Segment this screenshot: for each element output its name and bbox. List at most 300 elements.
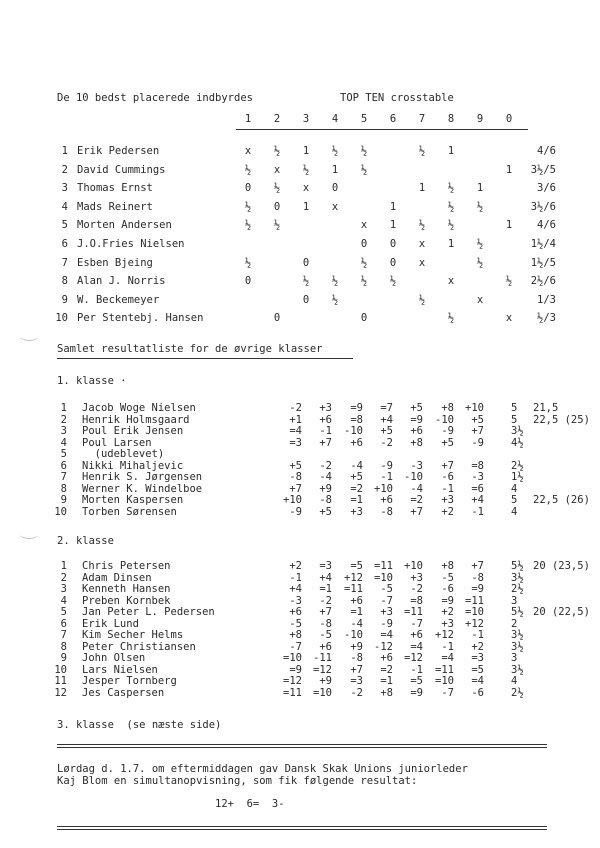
result-round: -4 xyxy=(410,482,423,495)
crosstable-row-number: 4 xyxy=(61,200,68,213)
crosstable-cell: ½ xyxy=(360,256,368,269)
result-round: =11 xyxy=(344,583,363,595)
result-round: =10 xyxy=(435,675,454,687)
crosstable-row-number: 5 xyxy=(61,219,68,232)
crosstable-cell: ½ xyxy=(244,200,252,213)
crosstable-row-number: 1 xyxy=(61,145,68,157)
result-points: 3½ xyxy=(511,663,524,676)
result-round: =5 xyxy=(471,663,484,676)
result-round: -8 xyxy=(289,471,302,483)
result-player-name: Kim Secher Helms xyxy=(82,629,184,641)
section-title: Samlet resultatliste for de øvrige klasser xyxy=(57,343,323,355)
result-round: =8 xyxy=(350,413,363,426)
crosstable-cell: 0 xyxy=(331,182,339,195)
result-row-number: 5 xyxy=(60,448,67,460)
result-round: =3 xyxy=(350,675,363,687)
result-round: =10 xyxy=(283,652,302,664)
result-total: 20 (22,5) xyxy=(533,606,590,618)
crosstable-cell: ½ xyxy=(418,293,426,306)
result-player-name: Henrik S. Jørgensen xyxy=(82,471,203,483)
result-player-name: Lars Nielsen xyxy=(82,663,158,676)
result-points: 2½ xyxy=(511,583,524,595)
result-round: +5 xyxy=(289,459,302,472)
result-round: +8 xyxy=(289,629,302,641)
crosstable-player-name: Esben Bjeing xyxy=(77,256,153,269)
result-round: -8 xyxy=(471,571,484,584)
result-round: =10 xyxy=(465,606,484,618)
result-round: +5 xyxy=(410,402,423,414)
result-round: +8 xyxy=(380,686,393,699)
result-points: 4½ xyxy=(511,436,524,449)
result-round: =10 xyxy=(313,686,332,699)
crosstable-score: 3½/6 xyxy=(530,200,556,213)
result-row-number: 4 xyxy=(60,594,67,607)
result-points: 3 xyxy=(511,594,518,607)
result-round: +1 xyxy=(289,413,302,426)
result-round: =2 xyxy=(350,482,363,495)
crosstable-player-name: Alan J. Norris xyxy=(77,275,166,288)
result-points: 5½ xyxy=(511,560,524,572)
result-round: -5 xyxy=(319,629,332,641)
result-round: +5 xyxy=(350,471,363,483)
result-round: +9 xyxy=(350,640,363,653)
crosstable-col-header: 9 xyxy=(476,113,484,125)
result-points: 3 xyxy=(511,652,518,664)
result-row-number: 4 xyxy=(60,436,67,449)
result-row-number: 8 xyxy=(60,640,67,653)
result-points: 2 xyxy=(511,617,518,630)
divider-bottom-2 xyxy=(57,829,547,830)
crosstable-cell: ½ xyxy=(476,238,484,250)
crosstable-col-header: 4 xyxy=(331,113,339,125)
crosstable-cell: 0 xyxy=(360,238,368,250)
crosstable-score: 1/3 xyxy=(537,293,556,306)
crosstable-cell: ½ xyxy=(244,256,252,269)
crosstable-player-name: David Cummings xyxy=(77,163,166,176)
result-round: =11 xyxy=(283,686,302,699)
result-round: -2 xyxy=(380,436,393,449)
crosstable-cell: x xyxy=(273,163,281,176)
result-round: +6 xyxy=(410,425,423,437)
crosstable-cell: ½ xyxy=(331,145,339,157)
result-round: =7 xyxy=(380,402,393,414)
result-row-number: 7 xyxy=(60,471,67,483)
result-round: +10 xyxy=(283,494,302,506)
result-player-name: John Olsen xyxy=(82,652,146,664)
crosstable-cell: ½ xyxy=(447,200,455,213)
result-round: +7 xyxy=(471,425,484,437)
result-round: -6 xyxy=(441,471,454,483)
crosstable-cell: 0 xyxy=(244,182,252,195)
result-round: -6 xyxy=(441,583,454,595)
result-round: -7 xyxy=(410,617,423,630)
result-round: +4 xyxy=(319,571,332,584)
result-round: -3 xyxy=(471,471,484,483)
result-round: -1 xyxy=(441,640,454,653)
crosstable-cell: 1 xyxy=(331,163,339,176)
header-left: De 10 bedst placerede indbyrdes xyxy=(57,92,253,104)
result-round: +4 xyxy=(380,413,393,426)
crosstable-cell: 1 xyxy=(447,145,455,157)
result-round: =4 xyxy=(380,629,393,641)
crosstable-col-header: 3 xyxy=(302,113,310,125)
crosstable-cell: 1 xyxy=(418,182,426,195)
footer-result: 12+ 6= 3- xyxy=(215,798,285,810)
result-round: -9 xyxy=(471,436,484,449)
crosstable-cell: ½ xyxy=(447,219,455,232)
result-round: +3 xyxy=(441,494,454,506)
crosstable-cell: ½ xyxy=(331,275,339,288)
result-round: =3 xyxy=(289,436,302,449)
crosstable-cell: ½ xyxy=(418,145,426,157)
crosstable-cell: ½ xyxy=(331,293,339,306)
result-row-number: 5 xyxy=(60,606,67,618)
result-points: 4 xyxy=(511,505,518,518)
crosstable-cell: ½ xyxy=(273,145,281,157)
result-round: -2 xyxy=(289,402,302,414)
result-round: -9 xyxy=(380,459,393,472)
result-round: -7 xyxy=(380,594,393,607)
result-row-number: 10 xyxy=(54,663,67,676)
result-round: +7 xyxy=(350,663,363,676)
crosstable-cell: x xyxy=(418,238,426,250)
result-total: 21,5 xyxy=(533,402,559,414)
result-round: +3 xyxy=(410,571,423,584)
result-round: +5 xyxy=(380,425,393,437)
divider-top-2 xyxy=(57,747,547,748)
result-round: =10 xyxy=(374,571,393,584)
divider-bottom xyxy=(57,826,547,827)
crosstable-cell: x xyxy=(476,293,484,306)
result-player-name: Jacob Woge Nielsen xyxy=(82,402,196,414)
punch-hole-mark xyxy=(20,332,38,341)
result-player-name: Erik Lund xyxy=(82,617,139,630)
result-round: -8 xyxy=(319,494,332,506)
result-round: =9 xyxy=(350,402,363,414)
result-row-number: 3 xyxy=(60,425,67,437)
crosstable-row-number: 3 xyxy=(61,182,68,195)
crosstable-cell: x xyxy=(418,256,426,269)
result-row-number: 10 xyxy=(54,505,67,518)
crosstable-cell: ½ xyxy=(476,200,484,213)
crosstable-cell: ½ xyxy=(273,219,281,232)
result-round: +6 xyxy=(319,640,332,653)
klasse2-title: 2. klasse xyxy=(57,535,114,547)
crosstable-score: 4/6 xyxy=(537,145,556,157)
result-player-name: Kenneth Hansen xyxy=(82,583,171,595)
result-row-number: 1 xyxy=(60,402,67,414)
result-row-number: 7 xyxy=(60,629,67,641)
crosstable-header-underline xyxy=(236,129,528,130)
header-right: TOP TEN crosstable xyxy=(340,92,454,104)
result-round: +6 xyxy=(289,606,302,618)
crosstable-player-name: Morten Andersen xyxy=(77,219,172,232)
result-round: +6 xyxy=(410,629,423,641)
result-round: -1 xyxy=(289,571,302,584)
result-round: -1 xyxy=(410,663,423,676)
result-player-name: Jan Peter L. Pedersen xyxy=(82,606,215,618)
result-round: -8 xyxy=(350,652,363,664)
crosstable-cell: ½ xyxy=(418,219,426,232)
result-round: +6 xyxy=(380,494,393,506)
result-player-name: Jes Caspersen xyxy=(82,686,165,699)
result-row-number: 11 xyxy=(54,675,67,687)
crosstable-cell: ½ xyxy=(476,256,484,269)
crosstable-cell: ½ xyxy=(302,275,310,288)
result-round: +10 xyxy=(374,482,393,495)
result-round: +4 xyxy=(471,494,484,506)
result-round: +7 xyxy=(410,505,423,518)
result-round: -1 xyxy=(471,629,484,641)
result-points: 3½ xyxy=(511,571,524,584)
result-round: =5 xyxy=(350,560,363,572)
result-round: =12 xyxy=(283,675,302,687)
result-row-number: 9 xyxy=(60,652,67,664)
crosstable-score: 1½/5 xyxy=(530,256,556,269)
result-round: -12 xyxy=(374,640,393,653)
crosstable-cell: 0 xyxy=(389,238,397,250)
crosstable-col-header: 7 xyxy=(418,113,426,125)
result-round: +2 xyxy=(441,606,454,618)
result-points: 2½ xyxy=(511,686,524,699)
result-round: +3 xyxy=(319,402,332,414)
result-round: =9 xyxy=(410,686,423,699)
result-round: =9 xyxy=(410,413,423,426)
punch-hole-mark xyxy=(20,530,38,539)
crosstable-score: 3/6 xyxy=(537,182,556,195)
divider-top xyxy=(57,744,547,745)
result-player-name: Peter Christiansen xyxy=(82,640,196,653)
crosstable-cell: ½ xyxy=(360,145,368,157)
result-round: =8 xyxy=(410,594,423,607)
result-row-number: 6 xyxy=(60,617,67,630)
crosstable-player-name: W. Beckemeyer xyxy=(77,293,160,306)
crosstable-player-name: J.O.Fries Nielsen xyxy=(77,238,185,250)
result-round: +12 xyxy=(435,629,454,641)
crosstable-cell: 1 xyxy=(302,145,310,157)
section-title-underline xyxy=(57,358,353,359)
result-round: +8 xyxy=(441,402,454,414)
result-round: +3 xyxy=(441,617,454,630)
crosstable-row-number: 2 xyxy=(61,163,68,176)
crosstable-cell: x xyxy=(331,200,339,213)
result-points: 4 xyxy=(511,675,518,687)
crosstable-cell: 1 xyxy=(302,200,310,213)
result-round: +2 xyxy=(471,640,484,653)
result-round: =1 xyxy=(350,494,363,506)
crosstable-cell: 1 xyxy=(476,182,484,195)
result-round: =3 xyxy=(319,560,332,572)
result-round: -1 xyxy=(380,471,393,483)
result-round: =4 xyxy=(410,640,423,653)
result-player-name: Torben Sørensen xyxy=(82,505,177,518)
result-round: +10 xyxy=(465,402,484,414)
result-round: +3 xyxy=(350,505,363,518)
result-round: =6 xyxy=(471,482,484,495)
result-round: =4 xyxy=(471,675,484,687)
result-round: =9 xyxy=(471,583,484,595)
crosstable-col-header: 0 xyxy=(505,113,513,125)
crosstable-cell: 0 xyxy=(360,312,368,325)
crosstable-player-name: Erik Pedersen xyxy=(77,145,160,157)
result-total: 22,5 (25) xyxy=(533,413,590,426)
result-round: -2 xyxy=(410,583,423,595)
crosstable-cell: 1 xyxy=(389,219,397,232)
result-player-name: Jesper Tornberg xyxy=(82,675,177,687)
crosstable-cell: 1 xyxy=(447,238,455,250)
result-round: -9 xyxy=(289,505,302,518)
result-round: -5 xyxy=(289,617,302,630)
result-round: +2 xyxy=(441,505,454,518)
crosstable-col-header: 5 xyxy=(360,113,368,125)
crosstable-score: 1½/4 xyxy=(530,238,556,250)
result-round: -10 xyxy=(344,425,363,437)
result-round: +10 xyxy=(404,560,423,572)
crosstable-row-number: 6 xyxy=(61,238,68,250)
crosstable-col-header: 2 xyxy=(273,113,281,125)
crosstable-cell: 0 xyxy=(273,312,281,325)
result-round: =1 xyxy=(350,606,363,618)
result-round: =5 xyxy=(410,675,423,687)
result-player-name: Poul Larsen xyxy=(82,436,152,449)
result-total: 22,5 (26) xyxy=(533,494,590,506)
result-round: =1 xyxy=(319,583,332,595)
result-round: +5 xyxy=(441,436,454,449)
result-row-number: 1 xyxy=(60,560,67,572)
crosstable-score: 4/6 xyxy=(537,219,556,232)
result-round: +6 xyxy=(350,436,363,449)
result-round: =9 xyxy=(289,663,302,676)
result-round: -4 xyxy=(350,459,363,472)
result-round: +8 xyxy=(441,560,454,572)
crosstable-score: ½/3 xyxy=(537,312,556,325)
result-player-name: Preben Kornbek xyxy=(82,594,171,607)
result-round: -4 xyxy=(319,471,332,483)
result-row-number: 12 xyxy=(54,686,67,699)
result-round: =9 xyxy=(441,594,454,607)
crosstable-cell: 1 xyxy=(505,163,513,176)
result-round: +6 xyxy=(380,652,393,664)
result-round: =12 xyxy=(313,663,332,676)
crosstable-cell: 0 xyxy=(244,275,252,288)
result-round: -10 xyxy=(344,629,363,641)
result-round: -10 xyxy=(404,471,423,483)
result-round: -4 xyxy=(350,617,363,630)
result-round: =11 xyxy=(404,606,423,618)
crosstable-cell: 1 xyxy=(389,200,397,213)
result-round: =8 xyxy=(471,459,484,472)
result-player-name: Chris Petersen xyxy=(82,560,171,572)
result-round: =3 xyxy=(471,652,484,664)
crosstable-col-header: 1 xyxy=(244,113,252,125)
result-round: +9 xyxy=(319,675,332,687)
crosstable-col-header: 6 xyxy=(389,113,397,125)
crosstable-row-number: 9 xyxy=(61,293,68,306)
crosstable-cell: 0 xyxy=(273,200,281,213)
crosstable-score: 3½/5 xyxy=(530,163,556,176)
crosstable-cell: ½ xyxy=(302,163,310,176)
result-points: 4 xyxy=(511,482,518,495)
crosstable-cell: ½ xyxy=(389,275,397,288)
result-round: =11 xyxy=(465,594,484,607)
result-round: -7 xyxy=(289,640,302,653)
result-player-name: Adam Dinsen xyxy=(82,571,152,584)
crosstable-cell: x xyxy=(360,219,368,232)
result-round: -9 xyxy=(380,617,393,630)
crosstable-col-header: 8 xyxy=(447,113,455,125)
result-round: +5 xyxy=(319,505,332,518)
crosstable-cell: ½ xyxy=(244,163,252,176)
result-round: -2 xyxy=(350,686,363,699)
crosstable-cell: ½ xyxy=(447,182,455,195)
result-round: +2 xyxy=(289,560,302,572)
result-points: 3½ xyxy=(511,640,524,653)
result-round: =4 xyxy=(441,652,454,664)
result-round: +7 xyxy=(441,459,454,472)
result-total: 20 (23,5) xyxy=(533,560,590,572)
result-round: +6 xyxy=(350,594,363,607)
result-round: -3 xyxy=(289,594,302,607)
result-round: +5 xyxy=(471,413,484,426)
result-round: -3 xyxy=(410,459,423,472)
klasse1-title: 1. klasse · xyxy=(57,375,127,387)
klasse3-note: 3. klasse (se næste side) xyxy=(57,719,222,731)
result-player-name: Poul Erik Jensen xyxy=(82,425,184,437)
result-row-number: 8 xyxy=(60,482,67,495)
crosstable-cell: x xyxy=(244,145,252,157)
result-row-number: 2 xyxy=(60,571,67,584)
result-row-number: 9 xyxy=(60,494,67,506)
result-points: 5 xyxy=(511,494,518,506)
crosstable-row-number: 10 xyxy=(55,312,68,325)
result-round: +4 xyxy=(289,583,302,595)
result-player-name: Nikki Mihaljevic xyxy=(82,459,184,472)
result-row-number: 6 xyxy=(60,459,67,472)
result-points: 1½ xyxy=(511,471,524,483)
result-player-name: Werner K. Windelboe xyxy=(82,482,203,495)
result-round: -2 xyxy=(319,459,332,472)
result-points: 3½ xyxy=(511,425,524,437)
crosstable-cell: ½ xyxy=(244,219,252,232)
result-round: -8 xyxy=(380,505,393,518)
result-round: +12 xyxy=(465,617,484,630)
crosstable-cell: 0 xyxy=(389,256,397,269)
result-round: -1 xyxy=(319,425,332,437)
result-round: -8 xyxy=(319,617,332,630)
crosstable-cell: ½ xyxy=(360,275,368,288)
result-round: +12 xyxy=(344,571,363,584)
crosstable-cell: x xyxy=(447,275,455,288)
result-player-name: Morten Kaspersen xyxy=(82,494,184,506)
result-points: 5 xyxy=(511,413,518,426)
result-round: -9 xyxy=(441,425,454,437)
result-round: -10 xyxy=(435,413,454,426)
result-points: 3½ xyxy=(511,629,524,641)
crosstable-cell: ½ xyxy=(360,163,368,176)
crosstable-player-name: Per Stentebj. Hansen xyxy=(77,312,204,325)
crosstable-cell: 0 xyxy=(302,256,310,269)
crosstable-player-name: Thomas Ernst xyxy=(77,182,153,195)
crosstable-cell: ½ xyxy=(505,275,513,288)
crosstable-cell: x xyxy=(505,312,513,325)
result-player-name: Henrik Holmsgaard xyxy=(82,413,190,426)
result-round: -6 xyxy=(471,686,484,699)
crosstable-player-name: Mads Reinert xyxy=(77,200,153,213)
crosstable-cell: 1 xyxy=(505,219,513,232)
result-round: +7 xyxy=(471,560,484,572)
crosstable-cell: ½ xyxy=(273,182,281,195)
crosstable-row-number: 7 xyxy=(61,256,68,269)
